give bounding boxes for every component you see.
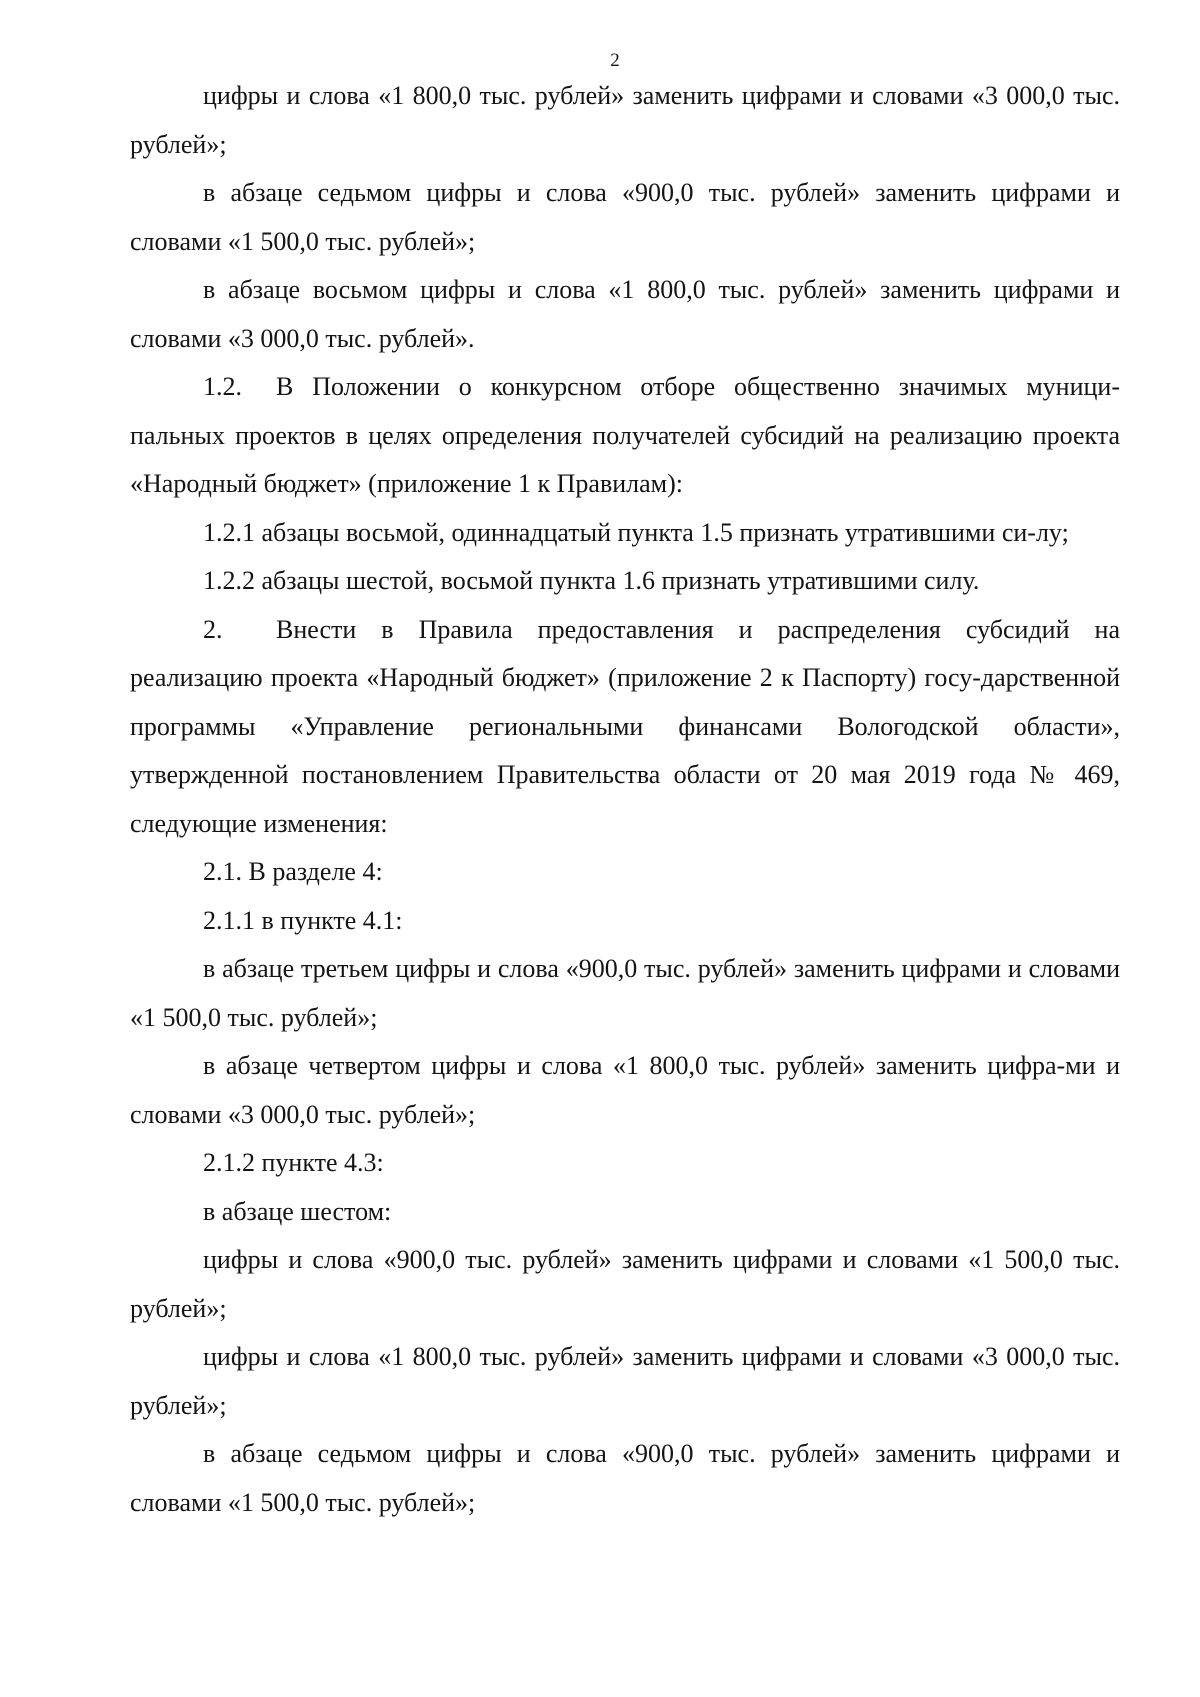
paragraph-7-number: 2. <box>203 614 223 644</box>
paragraph-3: в абзаце восьмом цифры и слова «1 800,0 тыс. рублей» заменить цифрами и словами «3 000,0 тыс. рублей». <box>130 275 1120 353</box>
page-number: 2 <box>610 50 620 71</box>
paragraph-11: в абзаце четвертом цифры и слова «1 800,0 тыс. рублей» заменить цифра-ми и словами «3 000,0 тыс. рублей»; <box>130 1051 1120 1129</box>
paragraph-5: 1.2.1 абзацы восьмой, одиннадцатый пункта 1.5 признать утратившими си-лу; <box>203 517 1069 547</box>
paragraph-13: в абзаце шестом: <box>203 1196 392 1226</box>
paragraph-15: цифры и слова «1 800,0 тыс. рублей» заменить цифрами и словами «3 000,0 тыс. рублей»; <box>130 1342 1120 1420</box>
document-body <box>130 72 1120 1527</box>
paragraph-7-text: Внести в Правила предоставления и распределения субсидий на реализацию проекта «Народный бюджет» (приложение 2 к Паспорту) госу-дарственной программы «Управление региональными финансами Вологодской области», утвержденной постановлением Правительства области от 20 мая 2019 года № 469, следующие изменения: <box>130 614 1120 838</box>
paragraph-1: цифры и слова «1 800,0 тыс. рублей» заменить цифрами и словами «3 000,0 тыс. рублей»; <box>130 81 1120 159</box>
paragraph-4 <box>130 363 1120 509</box>
paragraph-8: 2.1. В разделе 4: <box>203 857 383 886</box>
paragraph-9: 2.1.1 в пункте 4.1: <box>203 905 403 935</box>
paragraph-4-number: 1.2. <box>203 372 242 401</box>
paragraph-4-text: В Положении о конкурсном отборе общественно значимых муници-пальных проектов в целях определения получателей субсидий на реализацию проекта «Народный бюджет» (приложение 1 к Правилам): <box>130 372 1120 498</box>
paragraph-7 <box>130 606 1120 849</box>
paragraph-16: в абзаце седьмом цифры и слова «900,0 тыс. рублей» заменить цифрами и словами «1 500,0 тыс. рублей»; <box>130 1439 1120 1517</box>
paragraph-12: 2.1.2 пункте 4.3: <box>203 1148 384 1177</box>
paragraph-14: цифры и слова «900,0 тыс. рублей» заменить цифрами и словами «1 500,0 тыс. рублей»; <box>130 1245 1120 1323</box>
paragraph-6: 1.2.2 абзацы шестой, восьмой пункта 1.6 признать утратившими силу. <box>203 566 980 595</box>
paragraph-2: в абзаце седьмом цифры и слова «900,0 тыс. рублей» заменить цифрами и словами «1 500,0 тыс. рублей»; <box>130 178 1120 256</box>
paragraph-10: в абзаце третьем цифры и слова «900,0 тыс. рублей» заменить цифрами и словами «1 500,0 тыс. рублей»; <box>130 954 1120 1032</box>
